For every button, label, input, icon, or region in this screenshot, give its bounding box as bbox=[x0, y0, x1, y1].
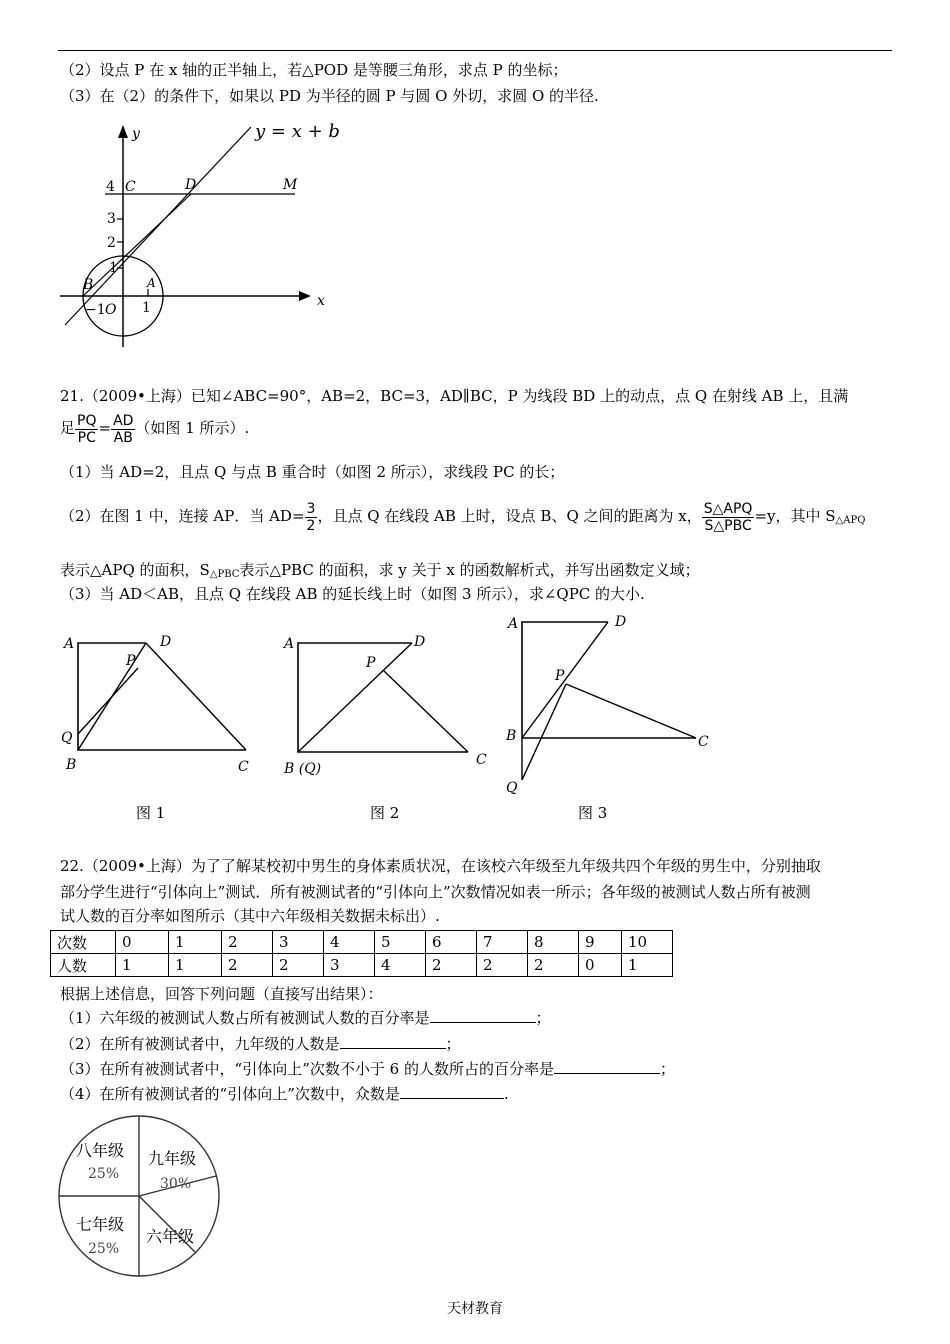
label-d: D bbox=[185, 177, 197, 193]
q21-prefix: 足 bbox=[60, 419, 76, 437]
tick-1: 1 bbox=[109, 260, 118, 276]
header-rule bbox=[58, 50, 892, 51]
tick-4: 4 bbox=[106, 179, 115, 195]
svg-text:P: P bbox=[126, 653, 136, 669]
q22-q1: （1）六年级的被测试人数占所有被测试人数的百分率是 ； bbox=[60, 1009, 551, 1027]
svg-text:B (Q): B (Q) bbox=[284, 761, 322, 777]
slice-pct-grade9: 30% bbox=[160, 1176, 192, 1192]
footer-text: 天材教育 bbox=[447, 1301, 503, 1317]
svg-text:A: A bbox=[64, 636, 75, 652]
answer-blank-1[interactable] bbox=[430, 1008, 536, 1023]
svg-text:Q: Q bbox=[61, 730, 73, 746]
slice-label-grade6: 六年级 bbox=[146, 1227, 195, 1246]
table-row: 次数 0 1 2 3 4 5 6 7 8 9 10 bbox=[51, 931, 673, 954]
q20-part3: （3）在（2）的条件下，如果以 PD 为半径的圆 P 与圆 O 外切，求圆 O 的半径. bbox=[60, 87, 599, 105]
label-origin: O bbox=[105, 302, 117, 318]
svg-text:C: C bbox=[476, 752, 487, 768]
svg-text:A: A bbox=[284, 636, 295, 652]
svg-text:P: P bbox=[366, 655, 376, 671]
q21-part3: （3）当 AD＜AB，且点 Q 在线段 AB 的延长线上时（如图 3 所示），求∠QPC 的大小. bbox=[60, 585, 645, 603]
y-axis-label: y bbox=[132, 126, 140, 142]
tick-2: 2 bbox=[107, 235, 116, 251]
slice-label-grade8: 八年级 bbox=[76, 1141, 125, 1160]
q21-part2: （2）在图 1 中，连接 AP．当 AD= $\frac{3}{2}$ ，且点 Q 在线段 AB 上时，设点 B、Q 之间的距离为 x， $\frac{\text{S△APQ}}{\text{S△PBC}}$ =y，其中 $S_{\triangle APQ}$ bbox=[60, 500, 866, 534]
answer-blank-4[interactable] bbox=[400, 1084, 504, 1099]
caption-fig-3: 图 3 bbox=[578, 804, 608, 822]
q22-q4: （4）在所有被测试者的“引体向上”次数中，众数是 . bbox=[60, 1085, 509, 1103]
q22-line2: 部分学生进行“引体向上”测试．所有被测试者的“引体向上”次数情况如表一所示；各年级的被测试人数占所有被测 bbox=[60, 883, 811, 901]
tick-neg1: −1 bbox=[85, 302, 106, 318]
svg-text:D: D bbox=[414, 634, 426, 650]
svg-text:P: P bbox=[555, 668, 565, 684]
slice-pct-grade8: 25% bbox=[88, 1166, 120, 1182]
q22-instruction: 根据上述信息，回答下列问题（直接写出结果）： bbox=[60, 985, 383, 1003]
svg-text:A: A bbox=[508, 616, 519, 632]
q21-figure-1 bbox=[58, 628, 258, 828]
svg-text:B: B bbox=[506, 728, 517, 744]
fraction-ad-ab: $\frac{AD}{AB}$ bbox=[113, 412, 134, 446]
grade-pie-chart bbox=[50, 1112, 230, 1282]
svg-text:D: D bbox=[615, 614, 627, 630]
q21-part2-line2: 表示△APQ 的面积，$S_{\triangle PBC}$表示△PBC 的面积，求 y 关于 x 的函数解析式，并写出函数定义域； bbox=[60, 561, 700, 580]
tick-3: 3 bbox=[107, 211, 116, 227]
x-axis-arrow-icon bbox=[299, 291, 311, 301]
counts-table bbox=[50, 930, 673, 977]
fraction-3-2: $\frac{3}{2}$ bbox=[306, 500, 316, 534]
fraction-area-ratio: $\frac{\text{S△APQ}}{\text{S△PBC}}$ bbox=[703, 500, 753, 534]
tick-x1: 1 bbox=[142, 300, 151, 316]
label-c: C bbox=[125, 179, 136, 195]
svg-text:C: C bbox=[698, 734, 709, 750]
q21-line2: 足 $\frac{PQ}{PC}$ = $\frac{AD}{AB}$ （如图 1 所示）. bbox=[60, 412, 250, 446]
q22-line3: 试人数的百分率如图所示（其中六年级相关数据未标出）. bbox=[60, 907, 440, 925]
slice-label-grade9: 九年级 bbox=[148, 1149, 197, 1168]
q21-figure-2 bbox=[280, 628, 500, 828]
label-b: B bbox=[83, 277, 94, 293]
y-axis-arrow-icon bbox=[118, 125, 128, 138]
line-bd bbox=[83, 194, 191, 296]
svg-text:B: B bbox=[66, 757, 77, 773]
label-m: M bbox=[283, 177, 298, 193]
q20-part2: （2）设点 P 在 x 轴的正半轴上，若△POD 是等腰三角形，求点 P 的坐标； bbox=[60, 61, 568, 79]
x-axis-label: x bbox=[317, 293, 325, 309]
svg-text:D: D bbox=[160, 634, 172, 650]
q22-line1: 22.（2009•上海）为了了解某校初中男生的身体素质状况，在该校六年级至九年级共四个年级的男生中，分别抽取 bbox=[60, 857, 821, 875]
slice-label-grade7: 七年级 bbox=[76, 1215, 125, 1234]
q22-q3: （3）在所有被测试者中，“引体向上”次数不小于 6 的人数所占的百分率是 ； bbox=[60, 1060, 675, 1078]
caption-fig-2: 图 2 bbox=[370, 804, 400, 822]
svg-text:C: C bbox=[238, 759, 249, 775]
answer-blank-2[interactable] bbox=[340, 1034, 446, 1049]
table-row: 人数 1 1 2 2 3 4 2 2 2 0 1 bbox=[51, 954, 673, 977]
q20-figure bbox=[55, 115, 345, 355]
q21-figure-3 bbox=[500, 610, 720, 825]
svg-text:Q: Q bbox=[506, 780, 518, 796]
fraction-pq-pc: $\frac{PQ}{PC}$ bbox=[77, 412, 97, 446]
caption-fig-1: 图 1 bbox=[136, 804, 166, 822]
q21-line1: 21.（2009•上海）已知∠ABC=90°，AB=2，BC=3，AD∥BC，P 为线段 BD 上的动点，点 Q 在射线 AB 上，且满 bbox=[60, 387, 849, 405]
answer-blank-3[interactable] bbox=[554, 1059, 660, 1074]
slice-pct-grade7: 25% bbox=[88, 1241, 120, 1257]
label-a: A bbox=[147, 276, 156, 290]
equation-label: y = x + b bbox=[255, 121, 340, 142]
q22-q2: （2）在所有被测试者中，九年级的人数是 ； bbox=[60, 1035, 461, 1053]
q21-part1: （1）当 AD=2，且点 Q 与点 B 重合时（如图 2 所示），求线段 PC 的长； bbox=[60, 463, 565, 481]
